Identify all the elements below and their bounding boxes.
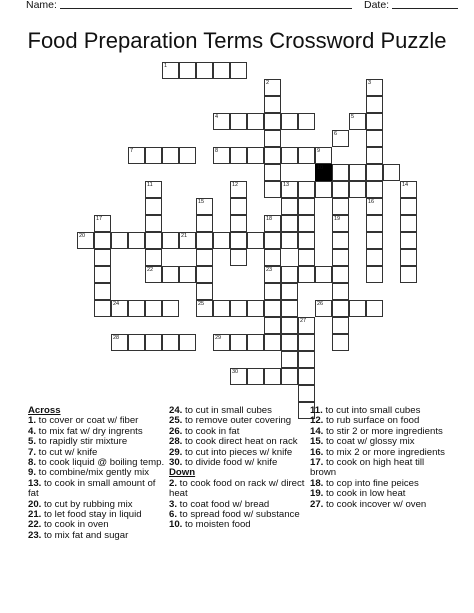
- grid-cell[interactable]: [230, 113, 247, 130]
- grid-cell[interactable]: [230, 249, 247, 266]
- clue-text: to rub surface on food: [326, 415, 420, 427]
- grid-cell[interactable]: [264, 164, 281, 181]
- clue-number-label: 10.: [169, 519, 186, 531]
- clue-text: to divide food w/ knife: [185, 457, 278, 469]
- grid-cell[interactable]: [145, 300, 162, 317]
- clue-number-label: 27.: [310, 498, 327, 510]
- clue-number-label: 28.: [169, 436, 186, 448]
- clue-text: to cop into fine peices: [326, 477, 419, 489]
- clue-number: 3: [368, 80, 372, 86]
- clue-number: 9: [317, 148, 321, 154]
- clue-text: to stir 2 or more ingredients: [326, 425, 443, 437]
- grid-cell[interactable]: [281, 113, 298, 130]
- clue-number: 30: [232, 369, 239, 375]
- clue-number: 22: [147, 267, 154, 273]
- grid-cell[interactable]: [366, 164, 383, 181]
- clue-number-label: 24.: [169, 405, 186, 416]
- clue-number: 21: [181, 233, 188, 239]
- clue-number: 5: [351, 114, 355, 120]
- clues-column-3: [310, 406, 452, 510]
- grid-cell[interactable]: [247, 232, 264, 249]
- grid-cell[interactable]: [247, 334, 264, 351]
- grid-cell[interactable]: [230, 198, 247, 215]
- grid-cell[interactable]: [281, 266, 298, 283]
- grid-cell[interactable]: [366, 266, 383, 283]
- clue-item: [28, 531, 166, 541]
- clue-text: to cover or coat w/ fiber: [38, 415, 139, 427]
- grid-cell[interactable]: [298, 198, 315, 215]
- grid-cell[interactable]: [298, 147, 315, 164]
- grid-cell[interactable]: [162, 300, 179, 317]
- clue-number: 28: [113, 335, 120, 341]
- grid-cell[interactable]: [298, 113, 315, 130]
- grid-cell[interactable]: [213, 232, 230, 249]
- grid-cell[interactable]: [162, 232, 179, 249]
- grid-cell[interactable]: [298, 351, 315, 368]
- clue-number: 2: [266, 80, 270, 86]
- clue-number: 6: [334, 131, 338, 137]
- date-label: Date:: [364, 0, 390, 11]
- clue-number: 23: [266, 267, 273, 273]
- grid-cell[interactable]: [281, 351, 298, 368]
- grid-cell[interactable]: [196, 62, 213, 79]
- grid-cell[interactable]: [298, 249, 315, 266]
- clue-number: 7: [130, 148, 134, 154]
- grid-cell[interactable]: [298, 334, 315, 351]
- clue-number: 12: [232, 182, 239, 188]
- grid-cell[interactable]: [264, 368, 281, 385]
- grid-cell[interactable]: [349, 300, 366, 317]
- clue-text: to cut into small cubes: [325, 405, 421, 416]
- grid-cell[interactable]: [162, 334, 179, 351]
- grid-cell[interactable]: [400, 198, 417, 215]
- grid-cell[interactable]: [264, 147, 281, 164]
- grid-cell[interactable]: [400, 249, 417, 266]
- clue-number-label: 5.: [28, 436, 39, 448]
- grid-cell[interactable]: [128, 334, 145, 351]
- grid-cell[interactable]: [196, 283, 213, 300]
- grid-cell[interactable]: [332, 232, 349, 249]
- grid-cell[interactable]: [332, 164, 349, 181]
- clue-number-label: 29.: [169, 446, 186, 458]
- grid-cell[interactable]: [400, 232, 417, 249]
- clue-text: to cut in small cubes: [185, 405, 272, 416]
- grid-cell[interactable]: [366, 232, 383, 249]
- clue-number: 16: [368, 199, 375, 205]
- grid-cell[interactable]: [315, 181, 332, 198]
- clue-text: to cook in oven: [44, 519, 109, 531]
- clue-item: [310, 500, 452, 510]
- grid-cell[interactable]: [94, 300, 111, 317]
- clue-number-label: 2.: [169, 477, 180, 489]
- clue-number-label: 18.: [310, 477, 327, 489]
- clue-number: 10: [317, 165, 324, 171]
- grid-cell[interactable]: [298, 232, 315, 249]
- clue-text: to moisten food: [185, 519, 251, 531]
- grid-cell[interactable]: [281, 368, 298, 385]
- grid-cell[interactable]: [145, 147, 162, 164]
- grid-cell[interactable]: [179, 62, 196, 79]
- clues-column-2: [169, 406, 309, 531]
- clue-number: 29: [215, 335, 222, 341]
- clue-number: 27: [300, 318, 307, 324]
- clue-text: to cook liquid @ boiling temp.: [38, 457, 165, 469]
- clue-text: to let food stay in liquid: [44, 509, 142, 521]
- clue-number: 24: [113, 301, 120, 307]
- clue-text: to cut into pieces w/ knife: [185, 446, 293, 458]
- clue-text: to cook direct heat on rack: [185, 436, 298, 448]
- grid-cell[interactable]: [281, 334, 298, 351]
- clue-number-label: 3.: [169, 498, 180, 510]
- clue-number-label: 14.: [310, 425, 327, 437]
- clue-text: to remove outer covering: [185, 415, 292, 427]
- clue-item: [169, 520, 309, 530]
- across-heading: Across: [28, 405, 61, 416]
- grid-cell[interactable]: [179, 334, 196, 351]
- grid-cell[interactable]: [298, 181, 315, 198]
- grid-cell[interactable]: [162, 147, 179, 164]
- grid-cell[interactable]: [179, 266, 196, 283]
- grid-cell[interactable]: [213, 300, 230, 317]
- grid-cell[interactable]: [247, 300, 264, 317]
- clue-text: to cook on high heat till brown: [310, 457, 425, 479]
- clue-number-label: 23.: [28, 529, 45, 541]
- grid-cell[interactable]: [264, 317, 281, 334]
- grid-cell[interactable]: [264, 130, 281, 147]
- page-title: Food Preparation Terms Crossword Puzzle: [27, 28, 447, 53]
- grid-cell[interactable]: [366, 215, 383, 232]
- grid-cell[interactable]: [264, 283, 281, 300]
- grid-cell[interactable]: [281, 232, 298, 249]
- clue-number-label: 11.: [310, 405, 326, 416]
- clue-item: [28, 479, 166, 500]
- grid-cell[interactable]: [366, 96, 383, 113]
- grid-cell[interactable]: [94, 249, 111, 266]
- grid-cell[interactable]: [298, 368, 315, 385]
- grid-cell[interactable]: [94, 232, 111, 249]
- clue-number-label: 6.: [169, 509, 180, 521]
- clue-text: to mix fat and sugar: [44, 529, 129, 541]
- clue-number-label: 20.: [28, 498, 45, 510]
- clue-number: 20: [79, 233, 86, 239]
- clue-number-label: 1.: [28, 415, 39, 427]
- clue-number: 25: [198, 301, 205, 307]
- grid-cell[interactable]: [128, 232, 145, 249]
- grid-cell[interactable]: [366, 113, 383, 130]
- grid-cell[interactable]: [332, 283, 349, 300]
- grid-cell[interactable]: [264, 249, 281, 266]
- grid-cell[interactable]: [247, 147, 264, 164]
- grid-cell[interactable]: [298, 385, 315, 402]
- clue-number-label: 17.: [310, 457, 327, 469]
- grid-cell[interactable]: [332, 198, 349, 215]
- grid-cell[interactable]: [145, 198, 162, 215]
- clue-text: to cook food on rack w/ direct heat: [169, 477, 305, 500]
- grid-cell[interactable]: [230, 300, 247, 317]
- clue-number: 8: [215, 148, 219, 154]
- grid-cell[interactable]: [264, 300, 281, 317]
- grid-cell[interactable]: [111, 232, 128, 249]
- grid-cell[interactable]: [196, 249, 213, 266]
- grid-cell[interactable]: [196, 266, 213, 283]
- clue-text: to mix fat w/ dry ingrents: [38, 425, 143, 437]
- grid-cell[interactable]: [281, 283, 298, 300]
- grid-cell[interactable]: [332, 334, 349, 351]
- grid-cell[interactable]: [349, 181, 366, 198]
- grid-cell[interactable]: [196, 215, 213, 232]
- clue-text: to rapidly stir mixture: [38, 436, 128, 448]
- clue-text: to mix 2 or more ingredients: [326, 446, 445, 458]
- clue-number: 26: [317, 301, 324, 307]
- clue-number-label: 9.: [28, 467, 39, 479]
- grid-cell[interactable]: [264, 232, 281, 249]
- grid-cell[interactable]: [145, 232, 162, 249]
- grid-cell[interactable]: [366, 130, 383, 147]
- grid-cell[interactable]: [230, 334, 247, 351]
- clue-number: 11: [147, 182, 153, 188]
- clue-item: [169, 479, 309, 500]
- grid-cell[interactable]: [247, 113, 264, 130]
- grid-cell[interactable]: [281, 300, 298, 317]
- grid-cell[interactable]: [281, 147, 298, 164]
- clue-number-label: 12.: [310, 415, 327, 427]
- down-heading: Down: [169, 467, 196, 479]
- grid-cell[interactable]: [315, 266, 332, 283]
- grid-cell[interactable]: [298, 215, 315, 232]
- grid-cell[interactable]: [230, 215, 247, 232]
- grid-cell[interactable]: [179, 147, 196, 164]
- clue-text: to cut w/ knife: [38, 446, 98, 458]
- grid-cell[interactable]: [400, 266, 417, 283]
- grid-cell[interactable]: [332, 181, 349, 198]
- clue-text: to coat w/ glossy mix: [326, 436, 415, 448]
- clue-number-label: 26.: [169, 425, 186, 437]
- grid-cell[interactable]: [247, 368, 264, 385]
- grid-cell[interactable]: [145, 249, 162, 266]
- grid-cell[interactable]: [230, 232, 247, 249]
- grid-cell[interactable]: [366, 249, 383, 266]
- clue-number-label: 21.: [28, 509, 45, 521]
- grid-cell[interactable]: [264, 334, 281, 351]
- grid-cell[interactable]: [332, 317, 349, 334]
- clue-text: to cut by rubbing mix: [44, 498, 133, 510]
- clue-text: to cook in low heat: [326, 488, 406, 500]
- grid-cell[interactable]: [264, 181, 281, 198]
- grid-cell[interactable]: [366, 147, 383, 164]
- grid-cell[interactable]: [213, 62, 230, 79]
- clue-item: [310, 458, 452, 479]
- clue-number: 4: [215, 114, 219, 120]
- clue-number-label: 7.: [28, 446, 39, 458]
- clue-number-label: 25.: [169, 415, 186, 427]
- grid-cell[interactable]: [281, 215, 298, 232]
- clue-number-label: 13.: [28, 477, 45, 489]
- grid-cell[interactable]: [230, 147, 247, 164]
- clue-text: to combine/mix gently mix: [38, 467, 150, 479]
- clue-text: to cook in small amount of fat: [28, 477, 156, 500]
- clue-number: 14: [402, 182, 409, 188]
- clue-number: 17: [96, 216, 103, 222]
- clue-number: 1: [164, 63, 168, 69]
- clue-number-label: 15.: [310, 436, 327, 448]
- clue-number: 18: [266, 216, 273, 222]
- clue-text: to coat food w/ bread: [179, 498, 270, 510]
- grid-cell[interactable]: [162, 266, 179, 283]
- clue-number-label: 30.: [169, 457, 186, 469]
- grid-cell[interactable]: [332, 249, 349, 266]
- clue-number-label: 22.: [28, 519, 45, 531]
- grid-cell[interactable]: [94, 266, 111, 283]
- grid-cell[interactable]: [196, 232, 213, 249]
- clue-number: 13: [283, 182, 290, 188]
- clue-number: 15: [198, 199, 205, 205]
- grid-cell[interactable]: [366, 181, 383, 198]
- grid-cell[interactable]: [332, 300, 349, 317]
- clue-number: 19: [334, 216, 341, 222]
- clue-number-label: 8.: [28, 457, 39, 469]
- grid-cell[interactable]: [230, 62, 247, 79]
- grid-cell[interactable]: [281, 198, 298, 215]
- clue-number-label: 16.: [310, 446, 327, 458]
- clue-number-label: 4.: [28, 425, 39, 437]
- clue-text: to spread food w/ substance: [179, 509, 300, 521]
- grid-cell[interactable]: [145, 215, 162, 232]
- grid-cell[interactable]: [128, 300, 145, 317]
- grid-cell[interactable]: [264, 96, 281, 113]
- clue-text: to cook incover w/ oven: [326, 498, 427, 510]
- grid-cell[interactable]: [145, 334, 162, 351]
- grid-cell[interactable]: [94, 283, 111, 300]
- grid-cell[interactable]: [366, 300, 383, 317]
- clue-text: to cook in fat: [185, 425, 240, 437]
- grid-cell[interactable]: [383, 164, 400, 181]
- name-label: Name:: [26, 0, 57, 11]
- grid-cell[interactable]: [264, 113, 281, 130]
- clues-column-1: [28, 406, 166, 541]
- grid-cell[interactable]: [332, 266, 349, 283]
- grid-cell[interactable]: [349, 164, 366, 181]
- grid-cell[interactable]: [281, 317, 298, 334]
- clue-number-label: 19.: [310, 488, 327, 500]
- grid-cell[interactable]: [298, 266, 315, 283]
- grid-cell[interactable]: [400, 215, 417, 232]
